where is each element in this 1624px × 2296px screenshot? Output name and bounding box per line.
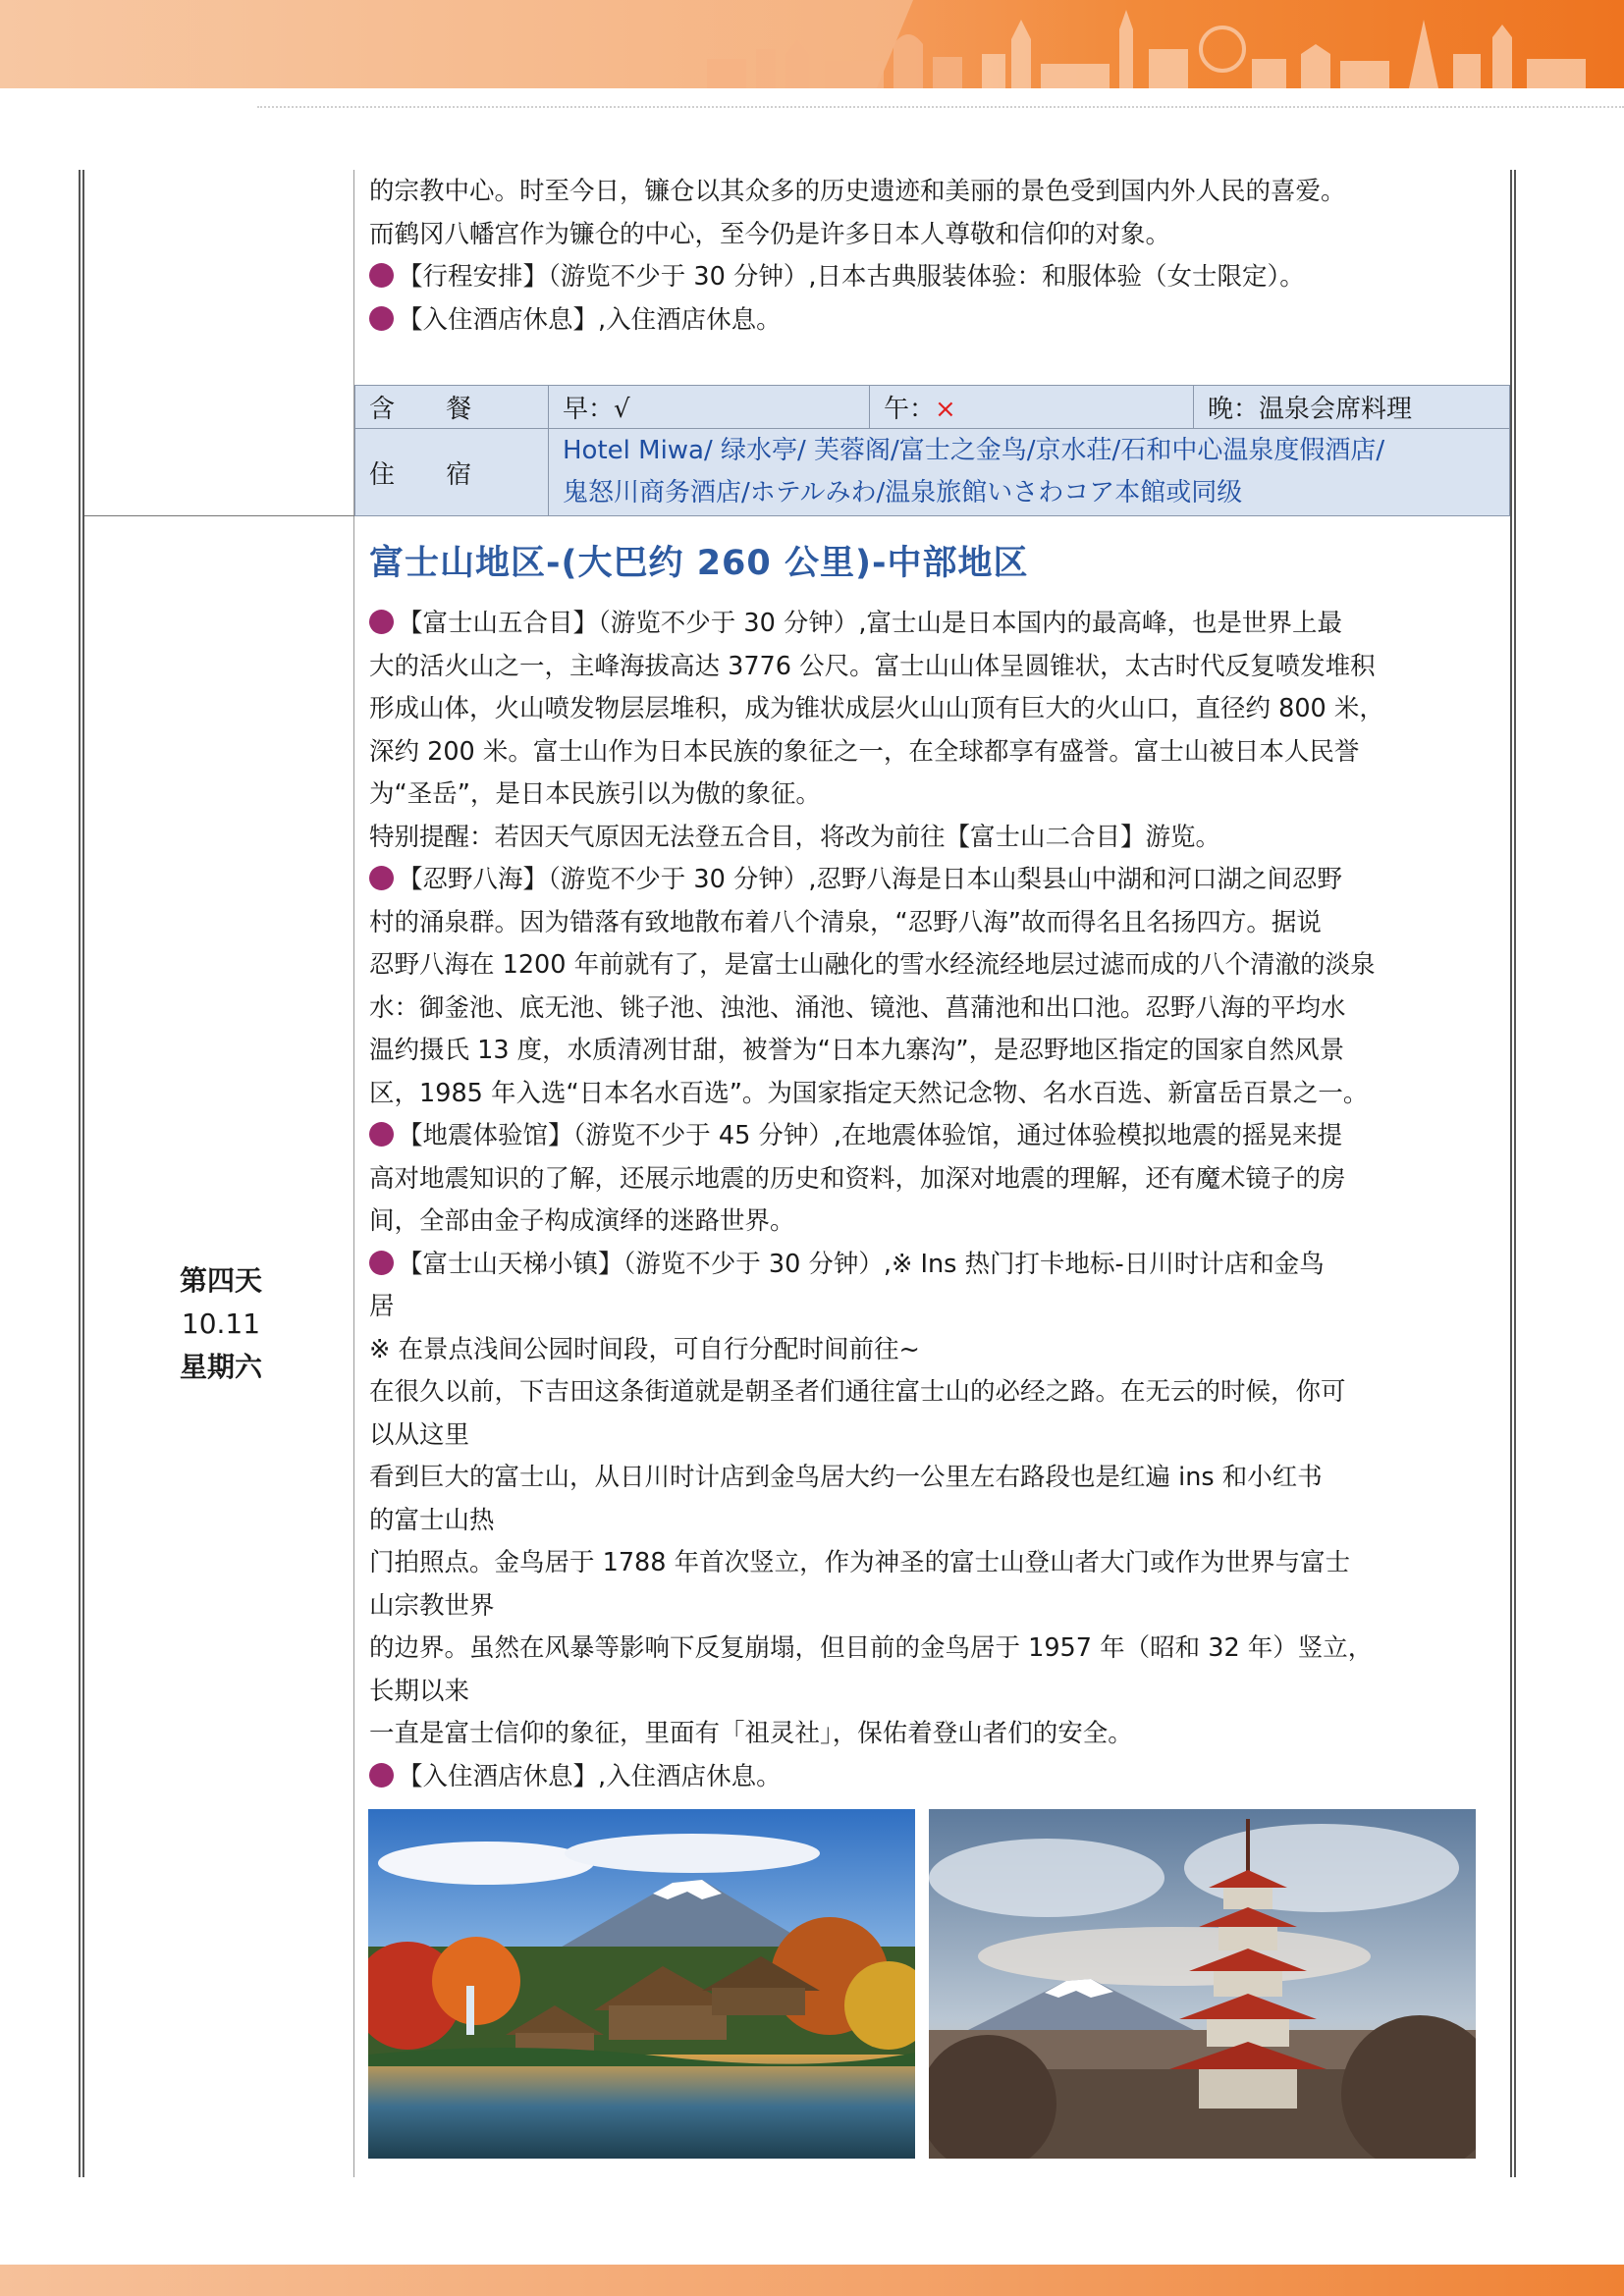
cross-icon: × bbox=[935, 395, 956, 424]
itinerary-item: 【富士山五合目】（游览不少于 30 分钟）,富士山是日本国内的最高峰，也是世界上最 bbox=[369, 603, 1508, 646]
hotel-line: Hotel Miwa/ 绿水亭/ 芙蓉阁/富士之金鸟/京水荘/石和中心温泉度假酒店/ bbox=[563, 436, 1385, 465]
text-line: 为“圣岳”，是日本民族引以为傲的象征。 bbox=[369, 779, 821, 809]
day-number: 第四天 bbox=[179, 1264, 262, 1297]
itinerary-item: 【入住酒店休息】,入住酒店休息。 bbox=[369, 299, 1508, 343]
day-title: 富士山地区-(大巴约 260 公里)-中部地区 bbox=[369, 544, 1029, 583]
breakfast-cell: 早：√ bbox=[549, 386, 870, 429]
bullet-icon bbox=[369, 866, 394, 890]
meals-row bbox=[355, 386, 1510, 429]
text-line: 水：御釜池、底无池、铫子池、浊池、涌池、镜池、菖蒲池和出口池。忍野八海的平均水 bbox=[369, 992, 1346, 1023]
text-line: 区，1985 年入选“日本名水百选”。为国家指定天然记念物、名水百选、新富岳百景之一。 bbox=[369, 1078, 1369, 1108]
itinerary-item: 【富士山天梯小镇】（游览不少于 30 分钟）,※ Ins 热门打卡地标-日川时计店和金鸟 bbox=[369, 1244, 1508, 1287]
text-line: 门拍照点。金鸟居于 1788 年首次竖立，作为神圣的富士山登山者大门或作为世界与富士 bbox=[369, 1548, 1351, 1577]
text-line: 村的涌泉群。因为错落有致地散布着八个清泉，“忍野八海”故而得名且名扬四方。据说 bbox=[369, 907, 1322, 937]
text-line: 间，全部由金子构成演绎的迷路世界。 bbox=[369, 1206, 795, 1236]
text-line: 一直是富士信仰的象征，里面有「祖灵社」，保佑着登山者们的安全。 bbox=[369, 1719, 1133, 1748]
chureito-pagoda-photo bbox=[929, 1809, 1476, 2159]
lodging-label: 住 宿 bbox=[355, 429, 549, 516]
text-line: 温约摄氏 13 度，水质清冽甘甜，被誉为“日本九寨沟”，是忍野地区指定的国家自然风景 bbox=[369, 1036, 1345, 1065]
bullet-icon bbox=[369, 263, 394, 288]
text-line: 长期以来 bbox=[369, 1676, 470, 1706]
bullet-icon bbox=[369, 1763, 394, 1788]
text-line: 深约 200 米。富士山作为日本民族的象征之一，在全球都享有盛誉。富士山被日本人民誉 bbox=[369, 736, 1360, 767]
city-skyline-icon bbox=[687, 0, 1624, 88]
day-date: 10.11 bbox=[181, 1308, 261, 1340]
text-line: 在很久以前，下吉田这条街道就是朝圣者们通往富士山的必经之路。在无云的时候，你可 bbox=[369, 1377, 1346, 1407]
lunch-cell: 午：× bbox=[870, 386, 1194, 429]
oshino-hakkai-photo bbox=[368, 1809, 915, 2159]
day-weekday: 星期六 bbox=[179, 1351, 262, 1383]
table-frame-right bbox=[1510, 170, 1516, 2177]
text-line: 而鹤冈八幡宫作为镰仓的中心，至今仍是许多日本人尊敬和信仰的对象。 bbox=[369, 219, 1171, 249]
lodging-row bbox=[355, 429, 1510, 516]
hotel-list bbox=[549, 429, 1510, 516]
text-line: 忍野八海在 1200 年前就有了，是富士山融化的雪水经流经地层过滤而成的八个清澈的淡泉 bbox=[369, 950, 1376, 980]
table-frame-left bbox=[79, 170, 84, 2177]
meals-label: 含 餐 bbox=[355, 386, 549, 429]
text-line: 大的活火山之一，主峰海拔高达 3776 公尺。富士山山体呈圆锥状，太古时代反复喷发堆积 bbox=[369, 651, 1376, 681]
footer-bar bbox=[0, 2265, 1624, 2296]
itinerary-item: 【忍野八海】（游览不少于 30 分钟）,忍野八海是日本山梨县山中湖和河口湖之间忍野 bbox=[369, 859, 1508, 902]
text-line: 的宗教中心。时至今日，镰仓以其众多的历史遗迹和美丽的景色受到国内外人民的喜爱。 bbox=[369, 177, 1346, 206]
itinerary-item: 【入住酒店休息】,入住酒店休息。 bbox=[369, 1756, 1508, 1799]
dinner-cell: 晚：温泉会席料理 bbox=[1194, 386, 1510, 429]
bullet-icon bbox=[369, 610, 394, 634]
text-line: 看到巨大的富士山，从日川时计店到金鸟居大约一公里左右路段也是红遍 ins 和小红书 bbox=[369, 1463, 1323, 1492]
bullet-icon bbox=[369, 1251, 394, 1275]
text-line: 以从这里 bbox=[369, 1419, 470, 1450]
itinerary-item: 【地震体验馆】（游览不少于 45 分钟）,在地震体验馆，通过体验模拟地震的摇晃来提 bbox=[369, 1115, 1508, 1158]
header-banner bbox=[0, 0, 1624, 88]
bullet-icon bbox=[369, 306, 394, 331]
text-line: 特别提醒：若因天气原因无法登五合目，将改为前往【富士山二合目】游览。 bbox=[369, 822, 1221, 852]
header-divider bbox=[257, 106, 1624, 108]
day4-content bbox=[369, 603, 1508, 1798]
text-line: 山宗教世界 bbox=[369, 1590, 495, 1621]
meals-lodging-table bbox=[354, 385, 1510, 516]
text-line: ※ 在景点浅间公园时间段，可自行分配时间前往~ bbox=[369, 1334, 920, 1364]
text-line: 高对地震知识的了解，还展示地震的历史和资料，加深对地震的理解，还有魔术镜子的房 bbox=[369, 1163, 1346, 1194]
itinerary-item: 【行程安排】（游览不少于 30 分钟）,日本古典服装体验：和服体验（女士限定）。 bbox=[369, 256, 1508, 299]
hotel-line: 鬼怒川商务酒店/ホテルみわ/温泉旅館いさわコア本館或同级 bbox=[563, 478, 1243, 507]
text-line: 形成山体，火山喷发物层层堆积，成为锥状成层火山山顶有巨大的火山口，直径约 800 米， bbox=[369, 694, 1384, 723]
day-label bbox=[88, 1259, 353, 1389]
text-line: 的富士山热 bbox=[369, 1505, 495, 1535]
text-line: 居 bbox=[369, 1292, 395, 1321]
bullet-icon bbox=[369, 1122, 394, 1147]
day3-content bbox=[369, 171, 1508, 342]
text-line: 的边界。虽然在风暴等影响下反复崩塌，但目前的金鸟居于 1957 年（昭和 32 年）竖立， bbox=[369, 1633, 1374, 1663]
